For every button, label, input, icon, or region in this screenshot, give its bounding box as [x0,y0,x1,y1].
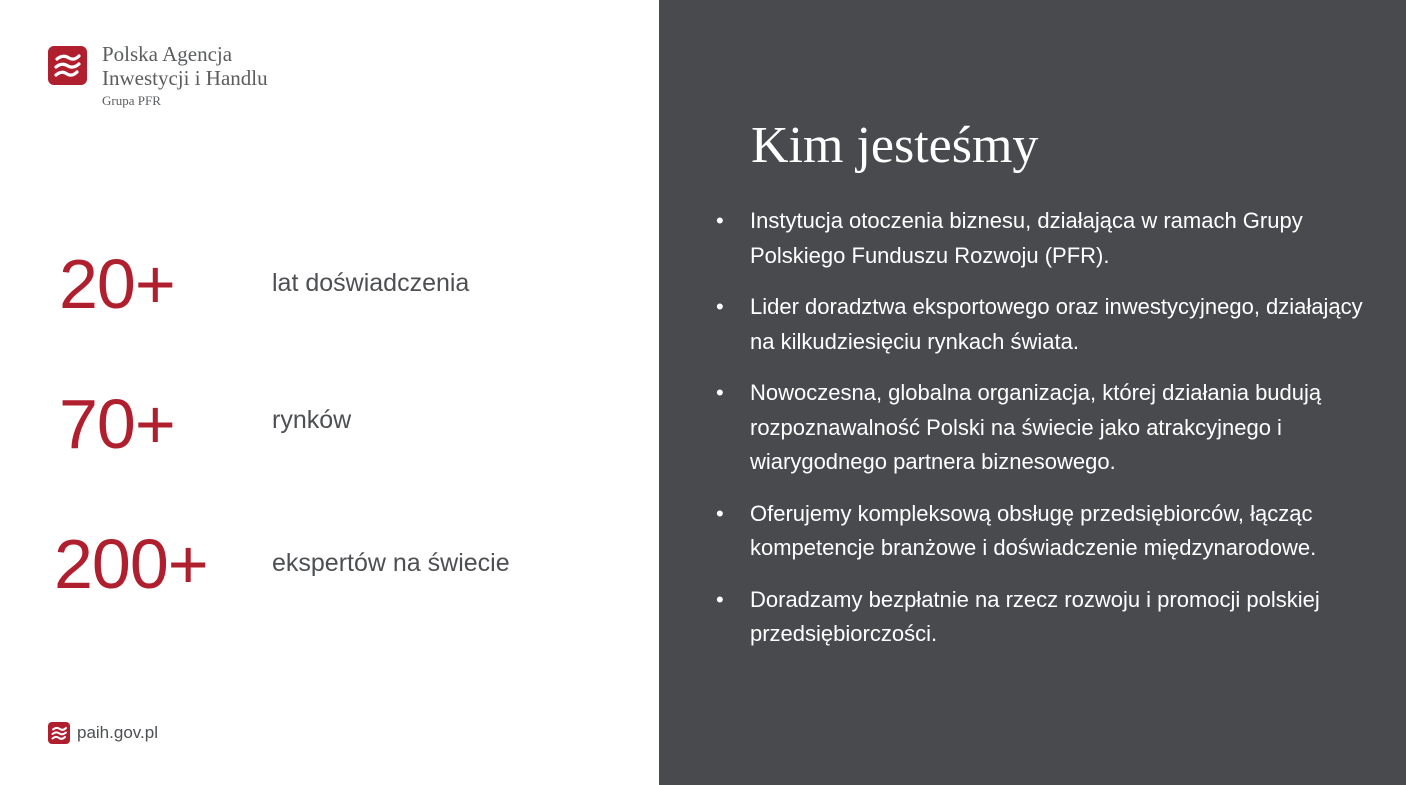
bullet-item [716,376,1376,480]
stat-number: 70+ [59,385,175,463]
bullet-item [716,497,1376,566]
bullet-marker: • [716,294,724,319]
stat-experts [0,524,659,604]
stat-label: rynków [272,406,352,434]
section-title: Kim jesteśmy [751,117,1039,174]
bullet-marker: • [716,500,724,526]
stat-label: lat doświadczenia [272,269,470,297]
logo-name-line2: Inwestycji i Handlu [102,66,268,90]
paih-logo-icon [48,722,70,744]
bullet-text: Doradzamy bezpłatnie na rzecz rozwoju i promocji polskiej przedsiębiorczości. [750,586,1320,646]
bullet-item [716,290,1376,359]
logo-name-line1: Polska Agencja [102,42,233,66]
stat-number: 200+ [54,525,208,603]
bullet-list [716,204,1376,669]
right-panel [659,0,1406,785]
website-url: paih.gov.pl [77,723,158,742]
logo-subline: Grupa PFR [102,93,161,108]
bullet-text: Lider doradztwa eksportowego oraz inwestycyjnego, działający na kilkudziesięciu rynkach świata. [750,294,1363,354]
stat-number: 20+ [59,245,175,323]
bullet-marker: • [716,586,724,612]
stat-markets [0,384,659,464]
paih-logo-icon [48,46,87,85]
bullet-marker: • [716,380,724,405]
bullet-item [716,583,1376,652]
stat-experience [0,244,659,324]
left-panel [0,0,659,785]
bullet-text: Oferujemy kompleksową obsługę przedsiębiorców, łącząc kompetencje branżowe i doświadczenie międzynarodowe. [750,500,1317,560]
bullet-item [716,204,1376,273]
bullet-marker: • [716,208,724,233]
bullet-text: Instytucja otoczenia biznesu, działająca w ramach Grupy Polskiego Funduszu Rozwoju (PFR). [750,208,1303,268]
stat-label: ekspertów na świecie [272,549,510,577]
logo-text [102,42,268,110]
bullet-text: Nowoczesna, globalna organizacja, której działania budują rozpoznawalność Polski na świecie jako atrakcyjnego i wiarygodnego partnera biznesowego. [750,380,1322,474]
